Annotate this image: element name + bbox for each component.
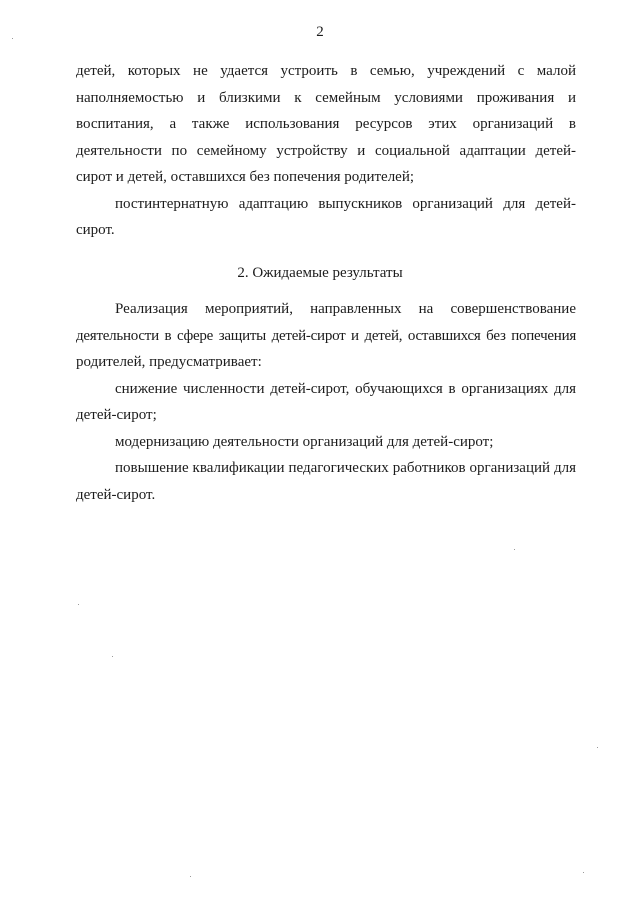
scan-speck <box>583 872 584 873</box>
scan-speck <box>78 604 79 605</box>
text-line: родителей, предусматривает: <box>76 354 262 370</box>
text-line: повышение квалификации педагогических работников организаций для <box>115 460 576 476</box>
text-line: воспитания, а также использования ресурсов этих организаций в <box>76 116 576 132</box>
text-line: детей-сирот; <box>76 407 157 423</box>
scan-speck <box>12 38 13 39</box>
scan-speck <box>597 747 598 748</box>
text-line: детей, которых не удается устроить в семью, учреждений с малой <box>76 63 576 79</box>
text-line: наполняемостью и близкими к семейным условиями проживания и <box>76 89 576 106</box>
page-number: 2 <box>316 24 324 40</box>
text-line: сирот и детей, оставшихся без попечения родителей; <box>76 169 415 185</box>
text-line: детей-сирот. <box>76 486 156 503</box>
text-line: деятельности по семейному устройству и социальной адаптации детей- <box>76 142 576 159</box>
scan-speck <box>190 876 191 877</box>
scan-speck <box>112 656 113 657</box>
top-text-block <box>76 58 576 244</box>
results-text-block <box>76 296 576 508</box>
text-line: Реализация мероприятий, направленных на совершенствование <box>115 301 576 317</box>
text-line: деятельности в сфере защиты детей-сирот и детей, оставшихся без попечения <box>76 327 576 344</box>
text-line: снижение численности детей-сирот, обучающихся в организациях для <box>115 380 576 397</box>
text-line: модернизацию деятельности организаций для детей-сирот; <box>115 433 494 450</box>
scan-speck <box>514 549 515 550</box>
text-line: сирот. <box>76 222 115 238</box>
text-line: постинтернатную адаптацию выпускников организаций для детей- <box>115 195 576 212</box>
section-heading: 2. Ожидаемые результаты <box>237 265 403 281</box>
